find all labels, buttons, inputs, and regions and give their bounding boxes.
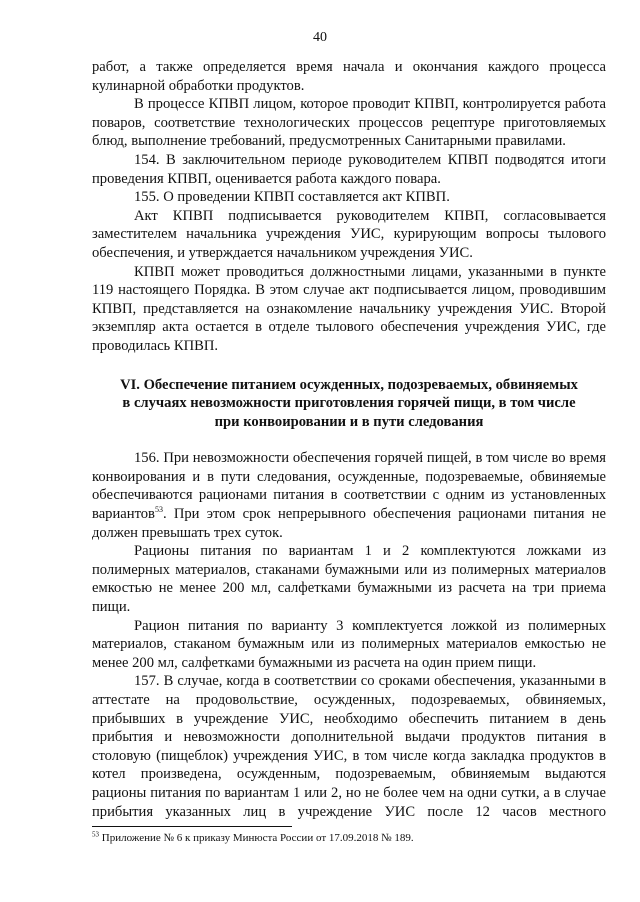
paragraph: Акт КПВП подписывается руководителем КПВП, согласовывается заместителем начальника учреждения УИС, курирующим вопросы тылового обеспечения, и утверждается начальником учреждения УИС. <box>92 207 606 261</box>
footnote-text: Приложение № 6 к приказу Минюста России от 17.09.2018 № 189. <box>99 832 414 844</box>
page-number: 40 <box>313 30 327 45</box>
footnote-ref[interactable]: 53 <box>154 505 163 515</box>
footnote <box>92 831 606 845</box>
document-body <box>92 58 606 821</box>
section-heading-line: VI. Обеспечение питанием осужденных, подозреваемых, обвиняемых <box>120 376 578 393</box>
paragraph: работ, а также определяется время начала и окончания каждого процесса кулинарной обработки продуктов. <box>92 59 606 94</box>
paragraph-154: 154. В заключительном периоде руководителем КПВП подводятся итоги проведения КПВП, оценивается работа каждого повара. <box>92 151 606 187</box>
paragraph: В процессе КПВП лицом, которое проводит КПВП, контролируется работа поваров, соответствие технологических процессов рецептуре приготовляемых блюд, выполнение требований, предусмотренных Санитарными правилами. <box>92 96 606 150</box>
paragraph: Рационы питания по вариантам 1 и 2 комплектуются ложками из полимерных материалов, стаканами бумажными или из полимерных материалов емкостью не менее 200 мл, салфетками бумажными из расчета на три приема пищи. <box>92 543 606 616</box>
paragraph: КПВП может проводиться должностными лицами, указанными в пункте 119 настоящего Порядка. В этом случае акт подписывается лицом, проводившим КПВП, представляется на ознакомление начальнику учреждения УИС. Второй экземпляр акта остается в отделе тылового обеспечения учреждения УИС, где проводилась КПВП. <box>92 263 606 354</box>
paragraph-155: 155. О проведении КПВП составляется акт КПВП. <box>134 189 450 206</box>
paragraph-156 <box>92 449 606 542</box>
section-heading <box>92 376 606 432</box>
paragraph-157: 157. В случае, когда в соответствии со сроками обеспечения, указанными в аттестате на продовольствие, осужденных, подозреваемых, обвиняемых, прибывших в учреждение УИС, необходимо обеспечить питанием в день прибытия и невозможности дополнительной выдачи продуктов питания в столовую (пищеблок) учреждения УИС, в том числе когда закладка продуктов в котел произведена, осужденным, подозреваемым, обвиняемым выдаются рационы питания по вариантам 1 или 2, но не более чем на одни сутки, а в случае прибытия указанных лиц в учреждение УИС после 12 часов местного <box>92 673 606 820</box>
paragraph: Рацион питания по варианту 3 комплектуется ложкой из полимерных материалов, стаканом бумажным или из полимерных материалов емкостью не менее 200 мл, салфетками бумажными из расчета на один прием пищи. <box>92 617 606 671</box>
section-heading-line: при конвоировании и в пути следования <box>214 413 484 430</box>
footnote-divider <box>92 826 292 827</box>
paragraph-156-text: 156. При невозможности обеспечения горячей пищей, в том числе во время конвоирования и в пути следования, осужденные, подозреваемые, обвиняемые обеспечиваются рационами питания в соответствии с одним из установленных вариантов <box>92 450 606 523</box>
paragraph-156-text-end: . При этом срок непрерывного обеспечения рационами питания не должен превышать трех суток. <box>92 506 606 541</box>
footnote-number: 53 <box>92 830 99 839</box>
section-heading-line: в случаях невозможности приготовления горячей пищи, в том числе <box>122 395 576 412</box>
